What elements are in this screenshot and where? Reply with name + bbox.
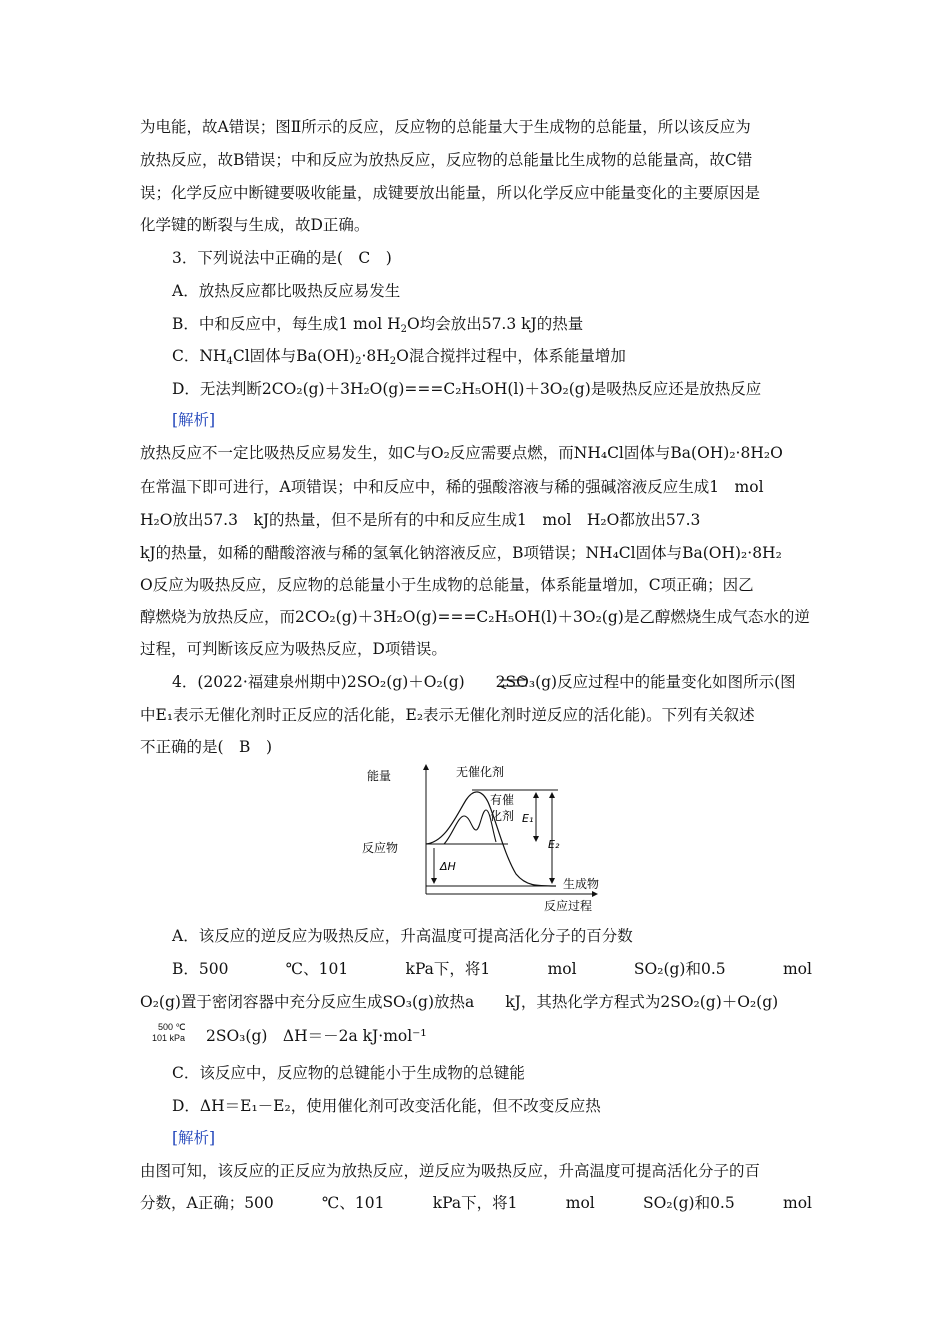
- catalyst-label-2: 化剂: [490, 809, 515, 823]
- text-line: 为电能，故A错误；图Ⅱ所示的反应，反应物的总能量大于生成物的总能量，所以该反应为: [140, 118, 751, 136]
- text-line: 放热反应，故B错误；中和反应为放热反应，反应物的总能量比生成物的总能量高，故C错: [140, 151, 753, 169]
- q4-option-b-line3: 2SO₃(g) ΔH＝－2a kJ·mol⁻¹: [206, 1027, 427, 1045]
- reactant-label: 反应物: [362, 841, 399, 855]
- product-label: 生成物: [563, 877, 600, 891]
- delta-h-label: ΔH: [440, 860, 456, 873]
- analysis-line: 放热反应不一定比吸热反应易发生，如C与O₂反应需要点燃，而NH₄Cl固体与Ba(OH)₂·8H₂O: [140, 444, 783, 462]
- catalyzed-curve: [444, 810, 496, 844]
- analysis-line: O反应为吸热反应，反应物的总能量小于生成物的总能量，体系能量增加，C项正确；因乙: [140, 576, 754, 594]
- analysis-line: 过程，可判断该反应为吸热反应，D项错误。: [140, 640, 447, 658]
- q4-option-d: D．ΔH＝E₁－E₂，使用催化剂可改变活化能，但不改变反应热: [172, 1097, 601, 1115]
- analysis-line: 分数，A正确；500 ℃、101 kPa下，将1 mol SO₂(g)和0.5 mol: [140, 1194, 812, 1212]
- text-line: 误；化学反应中断键要吸收能量，成键要放出能量，所以化学反应中能量变化的主要原因是: [140, 184, 761, 202]
- energy-diagram: [360, 758, 620, 918]
- y-axis-label: 能量: [367, 769, 392, 783]
- q3-option-c: C．$NH_4Cl$固体与$Ba(OH)_2\cdot 8H_2O$混合搅拌过程中，体系能量增加: [172, 347, 626, 367]
- e1-label: E₁: [522, 812, 534, 825]
- question-4-stem: 4．(2022·福建泉州期中)2SO₂(g)＋O₂(g) 2SO₃(g)反应过程中的能量变化如图所示(图: [172, 673, 796, 691]
- q3-option-b: B．中和反应中，每生成1 mol $H_2O$均会放出57.3 kJ的热量: [172, 315, 584, 335]
- question-3-stem: 3．下列说法中正确的是( C ): [172, 249, 392, 267]
- question-4-stem-line2: 中E₁表示无催化剂时正反应的活化能，E₂表示无催化剂时逆反应的活化能)。下列有关叙述: [140, 706, 755, 724]
- analysis-line: 在常温下即可进行，A项错误；中和反应中，稀的强酸溶液与稀的强碱溶液反应生成1 mol: [140, 478, 764, 496]
- reversible-arrow-icon: [498, 677, 528, 689]
- q3-option-d: D．无法判断2CO₂(g)＋3H₂O(g)===C₂H₅OH(l)＋3O₂(g)是吸热反应还是放热反应: [172, 380, 762, 398]
- q4-analysis-label: [解析]: [172, 1129, 216, 1147]
- q3-option-a: A．放热反应都比吸热反应易发生: [172, 282, 401, 300]
- q4-option-b-line2: O₂(g)置于密闭容器中充分反应生成SO₃(g)放热a kJ，其热化学方程式为2SO₂(g)＋O₂(g): [140, 993, 779, 1011]
- q4-option-a: A．该反应的逆反应为吸热反应，升高温度可提高活化分子的百分数: [172, 927, 633, 945]
- analysis-line: 由图可知，该反应的正反应为放热反应，逆反应为吸热反应，升高温度可提高活化分子的百: [140, 1162, 761, 1180]
- analysis-line: H₂O放出57.3 kJ的热量，但不是所有的中和反应生成1 mol H₂O都放出57.3: [140, 511, 701, 529]
- q3-analysis-label: [解析]: [172, 411, 216, 429]
- no-catalyst-label: 无催化剂: [456, 765, 505, 779]
- q4-option-c: C．该反应中，反应物的总键能小于生成物的总键能: [172, 1064, 525, 1082]
- reaction-condition: 500 ℃ 101 kPa: [152, 1022, 186, 1043]
- text-line: 化学键的断裂与生成，故D正确。: [140, 216, 370, 234]
- q4-option-b-line1: B．500 ℃、101 kPa下，将1 mol SO₂(g)和0.5 mol: [172, 960, 812, 978]
- analysis-line: kJ的热量，如稀的醋酸溶液与稀的氢氧化钠溶液反应，B项错误；NH₄Cl固体与Ba(OH)₂·8H₂: [140, 544, 782, 562]
- x-axis-label: 反应过程: [544, 899, 593, 913]
- analysis-line: 醇燃烧为放热反应，而2CO₂(g)＋3H₂O(g)===C₂H₅OH(l)＋3O₂(g)是乙醇燃烧生成气态水的逆: [140, 608, 810, 626]
- question-4-stem-line3: 不正确的是( B ): [140, 738, 272, 756]
- e2-label: E₂: [548, 838, 560, 851]
- catalyst-label-1: 有催: [490, 793, 515, 807]
